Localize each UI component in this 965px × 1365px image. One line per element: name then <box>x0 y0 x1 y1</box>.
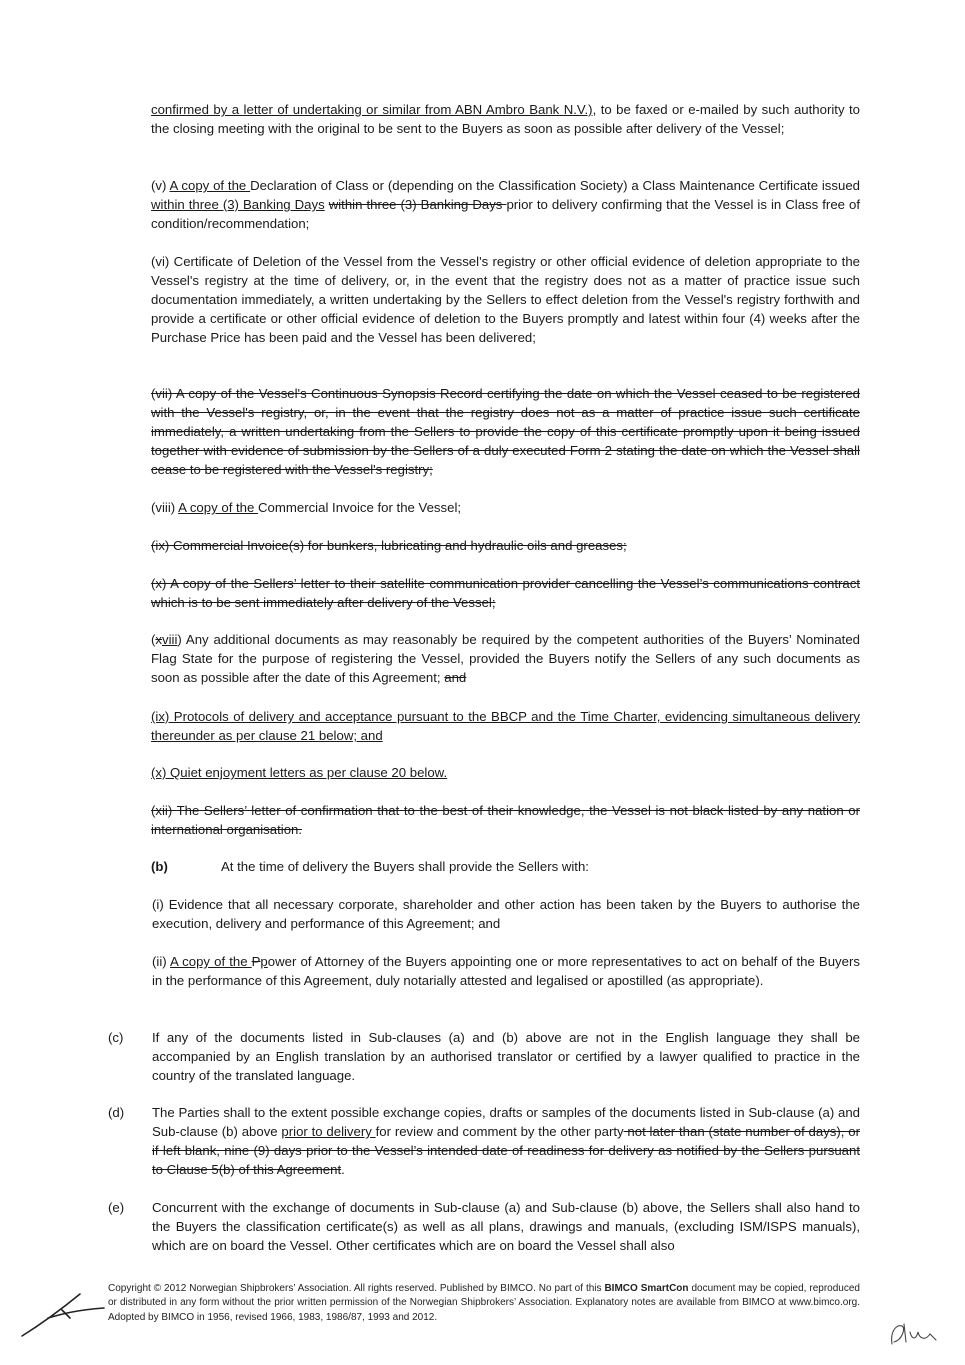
paragraph-x-deleted: (x) A copy of the Sellers’ letter to their satellite communication provider cancelling the Vessel’s communications contract which is to be sent immediately after delivery of the Vessel; <box>151 576 860 610</box>
paragraph-b-i-evidence: (i) Evidence that all necessary corporate, shareholder and other action has been taken by the Buyers to authorise the execution, delivery and performance of this Agreement; and <box>152 897 860 931</box>
paragraph-delivery-documents-continued: confirmed by a letter of undertaking or similar from ABN Ambro Bank N.V.), to be faxed or e-mailed by such authority to the closing meeting with the original to be sent to the Buyers as soon as possible after delivery of the Vessel; <box>151 102 860 136</box>
paragraph-xviii-additional-documents: (xviii) Any additional documents as may reasonably be required by the competent authorities of the Buyers’ Nominated Flag State for the purpose of registering the Vessel, provided the Buyers notify the Sellers of any such documents as soon as possible after the date of this Agreement; and <box>151 632 860 685</box>
paragraph-xii-deleted: (xii) The Sellers’ letter of confirmation that to the best of their knowledge, the Vessel is not black listed by any nation or international organisation. <box>151 803 860 837</box>
copyright-footer: Copyright © 2012 Norwegian Shipbrokers’ Association. All rights reserved. Published by BIMCO. No part of this BIMCO SmartCon document may be copied, reproduced or distributed in any form without the prior written permission of the Norwegian Shipbrokers’ Association. Explanatory notes are available from BIMCO at www.bimco.org. Adopted by BIMCO in 1956, revised 1966, 1983, 1986/87, 1993 and 2012. <box>108 1283 860 1323</box>
paragraph-v-class-certificate: (v) A copy of the Declaration of Class or (depending on the Classification Society) a Class Maintenance Certificate issued within three (3) Banking Days within three (3) Banking Days prior to delivery confirming that the Vessel is in Class free of condition/recommendation; <box>151 178 861 231</box>
paragraph-viii-commercial-invoice: (viii) A copy of the Commercial Invoice for the Vessel; <box>151 500 462 515</box>
subclause-b-label: (b) <box>151 859 168 874</box>
subclause-e-text: Concurrent with the exchange of documents in Sub-clause (a) and Sub-clause (b) above, the Sellers shall also hand to the Buyers the classification certificate(s) as well as all plans, drawings and manuals, (excluding ISM/ISPS manuals), which are on board the Vessel. Other certificates which are on board the Vessel shall also <box>152 1200 860 1253</box>
subclause-d-text: The Parties shall to the extent possible exchange copies, drafts or samples of the documents listed in Sub-clause (a) and Sub-clause (b) above prior to delivery for review and comment by the other party not later than (state number of days), or if left blank, nine (9) days prior to the Vessel’s intended date of readiness for delivery as notified by the Sellers pursuant to Clause 5(b) of this Agreement. <box>152 1105 860 1177</box>
initials-signature-icon <box>886 1318 946 1350</box>
subclause-e-label: (e) <box>108 1200 125 1215</box>
paragraph-ix-deleted: (ix) Commercial Invoice(s) for bunkers, lubricating and hydraulic oils and greases; <box>151 538 627 553</box>
signature-left-icon <box>18 1288 108 1340</box>
paragraph-vi-certificate-of-deletion: (vi) Certificate of Deletion of the Vessel from the Vessel's registry or other official evidence of deletion appropriate to the Vessel's registry at the time of delivery, or, in the event that the registry does not as a matter of practice issue such documentation immediately, a written undertaking by the Sellers to effect deletion from the Vessel's registry forthwith and provide a certificate or other official evidence of deletion to the Buyers promptly and latest within four (4) weeks after the Purchase Price has been paid and the Vessel has been delivered; <box>151 254 860 345</box>
paragraph-vii-deleted: (vii) A copy of the Vessel's Continuous Synopsis Record certifying the date on which the Vessel ceased to be registered with the Vessel's registry, or, in the event that the registry does not as a matter of practice issue such certificate immediately, a written undertaking from the Sellers to provide the copy of this certificate promptly upon it being issued together with evidence of submission by the Sellers of a duly executed Form 2 stating the date on which the Vessel shall cease to be registered with the Vessel's registry; <box>151 386 860 477</box>
subclause-d-label: (d) <box>108 1105 125 1120</box>
paragraph-x-quiet-enjoyment: (x) Quiet enjoyment letters as per clause 20 below. <box>151 765 448 780</box>
subclause-c-text: If any of the documents listed in Sub-clauses (a) and (b) above are not in the English language they shall be accompanied by an English translation by an authorised translator or certified by a lawyer qualified to practice in the country of the translated language. <box>152 1030 860 1083</box>
subclause-b-heading: At the time of delivery the Buyers shall provide the Sellers with: <box>221 859 589 874</box>
subclause-c-label: (c) <box>108 1030 124 1045</box>
paragraph-ix-protocols: (ix) Protocols of delivery and acceptance pursuant to the BBCP and the Time Charter, evidencing simultaneous delivery thereunder as per clause 21 below; and <box>151 709 860 743</box>
paragraph-b-ii-power-of-attorney: (ii) A copy of the Ppower of Attorney of the Buyers appointing one or more representatives to act on behalf of the Buyers in the performance of this Agreement, duly notarially attested and legalised or apostilled (as appropriate). <box>152 954 860 988</box>
